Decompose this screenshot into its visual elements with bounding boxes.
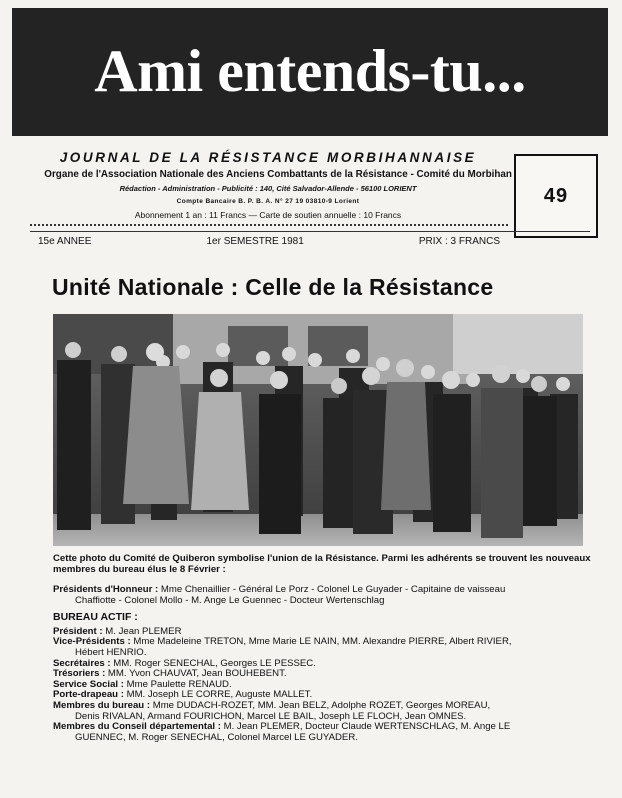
solid-divider — [30, 231, 590, 232]
drapeau-label: Porte-drapeau : — [53, 689, 124, 701]
tresoriers-label: Trésoriers : — [53, 668, 106, 680]
issue-number: 49 — [543, 184, 569, 207]
membres-label: Membres du bureau : — [53, 699, 151, 711]
drapeau-text: MM. Joseph LE CORRE, Auguste MALLET. — [123, 689, 313, 701]
conseil-text: M. Jean PLEMER, Docteur Claude WERTENSCHLAG, M. Ange LE — [220, 721, 511, 733]
article-headline: Unité Nationale : Celle de la Résistance — [52, 274, 494, 300]
membres-line — [53, 701, 593, 712]
president-label: Président : — [53, 625, 103, 637]
social-label: Service Social : — [53, 678, 124, 690]
membres-continuation: Denis RIVALAN, Armand FOURICHON, Marcel LE BAIL, Joseph LE FLOCH, Jean OMNES. — [75, 710, 467, 722]
honneur-label: Présidents d'Honneur : — [53, 584, 159, 595]
conseil-label: Membres du Conseil départemental : — [53, 721, 221, 733]
issue-semester: 1er SEMESTRE 1981 — [206, 236, 304, 247]
group-photo-illustration — [53, 314, 583, 546]
vp-text: Mme Madeleine TRETON, Mme Marie LE NAIN, MM. Alexandre PIERRE, Albert RIVIER, — [130, 636, 512, 648]
honneur-continuation: Chaffiotte - Colonel Mollo - M. Ange Le Guennec - Docteur Wertenschlag — [75, 594, 385, 606]
vp-label: Vice-Présidents : — [53, 636, 131, 648]
article-body — [53, 585, 593, 743]
secretaires-label: Secrétaires : — [53, 657, 111, 669]
issue-year: 15e ANNEE — [38, 236, 92, 247]
conseil-continuation: GUENNEC, M. Roger SENECHAL, Colonel Marcel LE GUYADER. — [75, 731, 358, 743]
dotted-divider — [30, 224, 508, 226]
bureau-title: BUREAU ACTIF : — [53, 611, 138, 624]
issue-meta — [38, 236, 500, 247]
masthead-title: Ami entends-tu... — [94, 37, 526, 104]
issue-price: PRIX : 3 FRANCS — [418, 236, 500, 247]
redaction-address: Rédaction - Administration - Publicité : 140, Cité Salvador-Allende - 56100 LORIENT — [119, 184, 417, 193]
organization-line: Organe de l'Association Nationale des Anciens Combattants de la Résistance - Comité du Morbihan — [44, 168, 512, 180]
secretaires-text: MM. Roger SENECHAL, Georges LE PESSEC. — [110, 657, 316, 669]
honneur-line — [53, 585, 593, 596]
photo-caption: Cette photo du Comité de Quiberon symbolise l'union de la Résistance. Parmi les adhérents se trouvent les nouveaux membres du bureau élus le 8 Février : — [53, 553, 591, 575]
membres-text: Mme DUDACH-ROZET, MM. Jean BELZ, Adolphe ROZET, Georges MOREAU, — [150, 699, 491, 711]
bank-account: Compte Bancaire B. P. B. A. N° 27 19 03810-9 Lorient — [176, 198, 360, 205]
vp-continuation: Hébert HENRIO. — [75, 646, 147, 658]
masthead — [12, 8, 608, 136]
subscription-line: Abonnement 1 an : 11 Francs — Carte de soutien annuelle : 10 Francs — [134, 210, 402, 220]
tresoriers-text: MM. Yvon CHAUVAT, Jean BOUHEBENT. — [105, 668, 287, 680]
group-photo — [53, 314, 583, 546]
social-text: Mme Paulette RENAUD. — [123, 678, 232, 690]
issue-number-box — [514, 154, 598, 238]
journal-title: JOURNAL DE LA RÉSISTANCE MORBIHANNAISE — [59, 150, 477, 165]
honneur-text: Mme Chenaillier - Général Le Porz - Colonel Le Guyader - Capitaine de vaisseau — [158, 584, 506, 595]
president-text: M. Jean PLEMER — [102, 625, 182, 637]
